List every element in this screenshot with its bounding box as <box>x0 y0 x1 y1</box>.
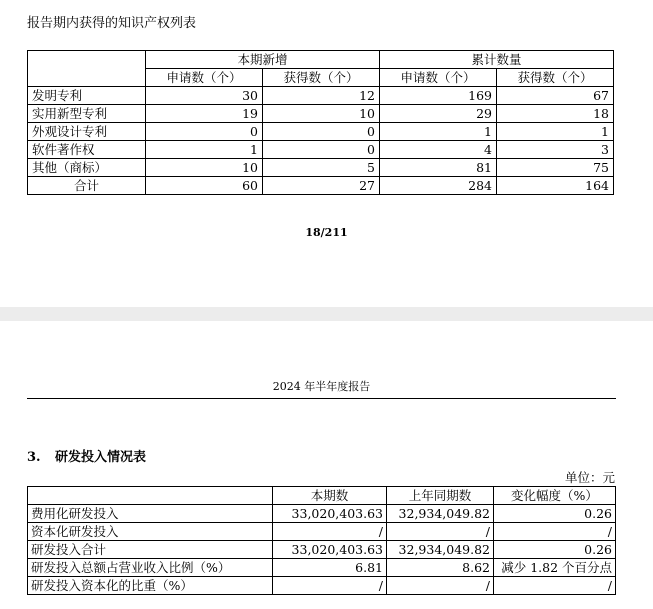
cell-total-granted: 67 <box>497 87 614 105</box>
cell-prior: 32,934,049.82 <box>387 541 494 559</box>
cell-new-granted: 5 <box>263 159 380 177</box>
cell-prior: 8.62 <box>387 559 494 577</box>
ip-header-row-1 <box>28 51 614 69</box>
cell-total-applied: 4 <box>380 141 497 159</box>
cell-new-applied: 1 <box>146 141 263 159</box>
cell-total-granted: 18 <box>497 105 614 123</box>
rd-col-current: 本期数 <box>273 487 387 505</box>
cell-current: / <box>273 577 387 595</box>
row-label: 研发投入资本化的比重（%） <box>28 577 273 595</box>
ip-group-new: 本期新增 <box>146 51 380 69</box>
cell-total-applied: 29 <box>380 105 497 123</box>
ip-group-total: 累计数量 <box>380 51 614 69</box>
section-number: 3. <box>27 450 41 465</box>
row-label-total: 合计 <box>28 177 146 195</box>
cell-total-applied: 284 <box>380 177 497 195</box>
row-label: 发明专利 <box>28 87 146 105</box>
cell-new-applied: 10 <box>146 159 263 177</box>
table-row <box>28 541 616 559</box>
table-row <box>28 523 616 541</box>
rd-table <box>27 486 616 595</box>
row-label: 实用新型专利 <box>28 105 146 123</box>
ip-col-total-granted: 获得数（个） <box>497 69 614 87</box>
cell-change: 0.26 <box>494 505 616 523</box>
unit-note: 单位：元 <box>564 470 615 485</box>
table-row <box>28 123 614 141</box>
rd-header-row <box>28 487 616 505</box>
cell-prior: / <box>387 523 494 541</box>
table-row <box>28 141 614 159</box>
report-header: 2024 年半年度报告 <box>27 378 616 399</box>
table-row <box>28 577 616 595</box>
rd-col-change: 变化幅度（%） <box>494 487 616 505</box>
cell-prior: / <box>387 577 494 595</box>
table-row-total <box>28 177 614 195</box>
cell-current: 33,020,403.63 <box>273 541 387 559</box>
ip-col-new-granted: 获得数（个） <box>263 69 380 87</box>
row-label: 软件著作权 <box>28 141 146 159</box>
table-row <box>28 505 616 523</box>
table-row <box>28 87 614 105</box>
page-number: 18/211 <box>305 226 348 239</box>
row-label: 费用化研发投入 <box>28 505 273 523</box>
cell-current: / <box>273 523 387 541</box>
section-title: 研发投入情况表 <box>55 450 147 465</box>
table-row <box>28 159 614 177</box>
cell-total-granted: 75 <box>497 159 614 177</box>
cell-new-applied: 30 <box>146 87 263 105</box>
cell-current: 6.81 <box>273 559 387 577</box>
cell-change: 0.26 <box>494 541 616 559</box>
cell-total-applied: 169 <box>380 87 497 105</box>
rd-section-heading <box>27 446 146 465</box>
cell-change: 减少 1.82 个百分点 <box>494 559 616 577</box>
cell-total-applied: 81 <box>380 159 497 177</box>
cell-current: 33,020,403.63 <box>273 505 387 523</box>
cell-prior: 32,934,049.82 <box>387 505 494 523</box>
cell-new-granted: 0 <box>263 123 380 141</box>
cell-new-granted: 12 <box>263 87 380 105</box>
ip-table <box>27 50 614 195</box>
cell-new-granted: 0 <box>263 141 380 159</box>
cell-total-applied: 1 <box>380 123 497 141</box>
table-row <box>28 559 616 577</box>
rd-header-corner <box>28 487 273 505</box>
rd-col-prior: 上年同期数 <box>387 487 494 505</box>
cell-change: / <box>494 577 616 595</box>
cell-new-applied: 19 <box>146 105 263 123</box>
cell-new-granted: 10 <box>263 105 380 123</box>
ip-col-new-applied: 申请数（个） <box>146 69 263 87</box>
row-label: 其他（商标） <box>28 159 146 177</box>
ip-col-total-applied: 申请数（个） <box>380 69 497 87</box>
cell-total-granted: 3 <box>497 141 614 159</box>
row-label: 外观设计专利 <box>28 123 146 141</box>
cell-change: / <box>494 523 616 541</box>
table-row <box>28 105 614 123</box>
ip-header-corner <box>28 51 146 87</box>
cell-new-applied: 60 <box>146 177 263 195</box>
row-label: 研发投入合计 <box>28 541 273 559</box>
cell-new-applied: 0 <box>146 123 263 141</box>
row-label: 资本化研发投入 <box>28 523 273 541</box>
row-label: 研发投入总额占营业收入比例（%） <box>28 559 273 577</box>
cell-total-granted: 164 <box>497 177 614 195</box>
cell-total-granted: 1 <box>497 123 614 141</box>
ip-table-title: 报告期内获得的知识产权列表 <box>27 16 197 31</box>
cell-new-granted: 27 <box>263 177 380 195</box>
page-break-gap <box>0 307 653 321</box>
